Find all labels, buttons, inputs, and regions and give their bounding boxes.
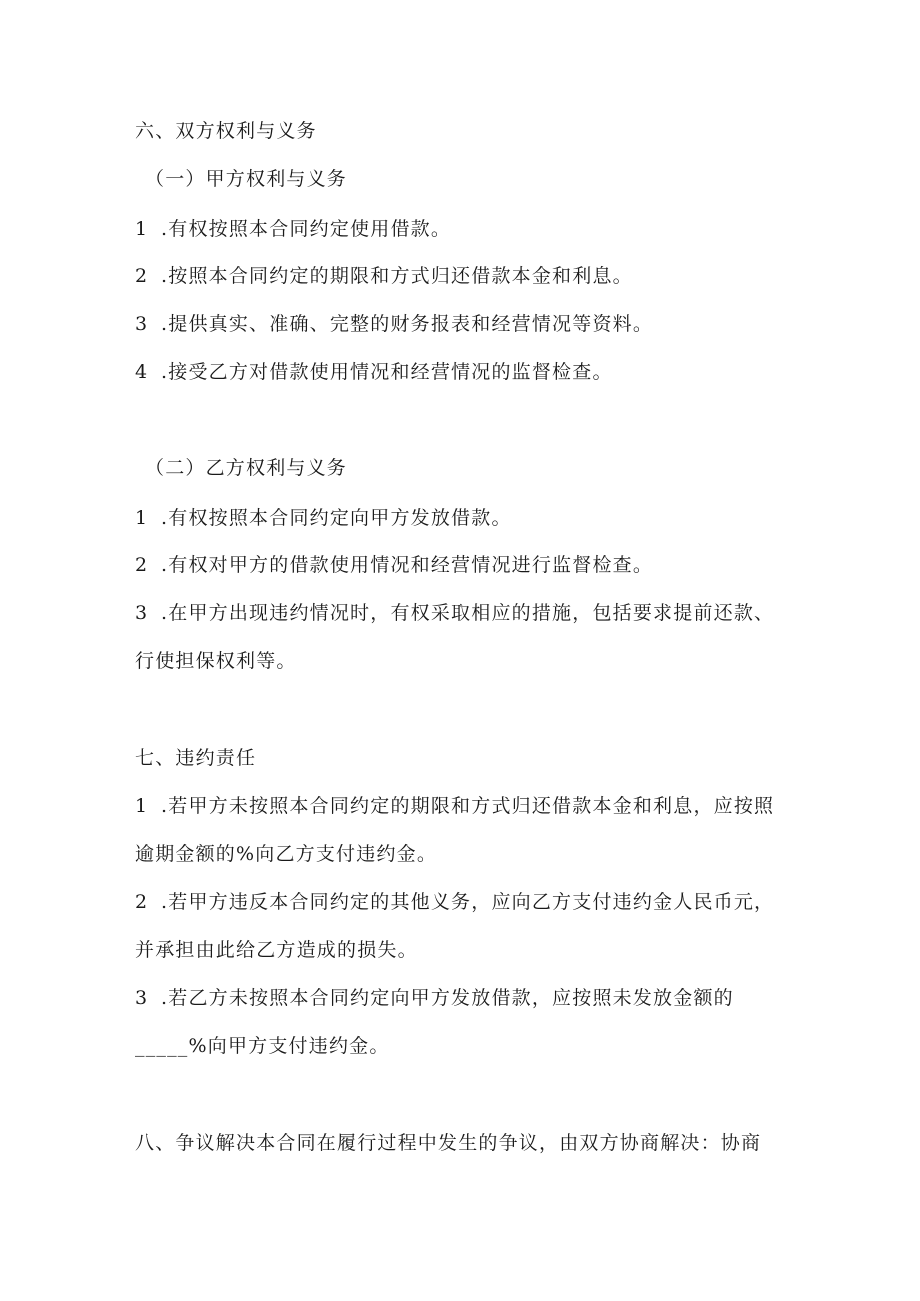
list-item-continuation: 逾期金额的%向乙方支付违约金。 (135, 843, 438, 865)
list-item (135, 985, 734, 1011)
item-number: 3 (135, 987, 149, 1009)
list-item-continuation: 行使担保权利等。 (135, 650, 297, 672)
item-text: .在甲方出现违约情况时，有权采取相应的措施，包括要求提前还款、 (161, 602, 775, 624)
subsection-b-heading: （二）乙方权利与义务 (145, 457, 348, 479)
item-number: 3 (135, 313, 149, 335)
item-text: .按照本合同约定的期限和方式归还借款本金和利息。 (161, 265, 633, 287)
item-number: 2 (135, 265, 149, 287)
list-item-continuation: _____%向甲方支付违约金。 (135, 1035, 390, 1057)
item-text: .有权按照本合同约定向甲方发放借款。 (161, 507, 512, 529)
list-item (135, 793, 774, 819)
list-item (135, 311, 653, 337)
item-text: .接受乙方对借款使用情况和经营情况的监督检查。 (161, 361, 613, 383)
item-text: .有权按照本合同约定使用借款。 (161, 218, 452, 240)
list-item (135, 216, 451, 242)
list-item-continuation: 并承担由此给乙方造成的损失。 (135, 939, 418, 961)
section-8-heading: 八、争议解决本合同在履行过程中发生的争议，由双方协商解决：协商 (135, 1132, 762, 1154)
item-number: 1 (135, 218, 149, 240)
item-text: .提供真实、准确、完整的财务报表和经营情况等资料。 (161, 313, 654, 335)
list-item (135, 600, 774, 626)
item-text: .若甲方未按照本合同约定的期限和方式归还借款本金和利息，应按照 (161, 795, 775, 817)
item-number: 2 (135, 554, 149, 576)
item-number: 1 (135, 795, 149, 817)
item-number: 4 (135, 361, 149, 383)
list-item (135, 263, 633, 289)
section-7-heading: 七、违约责任 (135, 747, 257, 769)
item-number: 3 (135, 602, 149, 624)
list-item (135, 552, 653, 578)
item-number: 2 (135, 891, 149, 913)
item-text: .若甲方违反本合同约定的其他义务，应向乙方支付违约金人民币元， (161, 891, 775, 913)
list-item (135, 359, 613, 385)
item-text: .有权对甲方的借款使用情况和经营情况进行监督检查。 (161, 554, 654, 576)
item-number: 1 (135, 507, 149, 529)
list-item (135, 505, 512, 531)
subsection-a-heading: （一）甲方权利与义务 (145, 168, 348, 190)
section-6-heading: 六、双方权利与义务 (135, 120, 317, 142)
list-item (135, 889, 774, 915)
item-text: .若乙方未按照本合同约定向甲方发放借款，应按照未发放金额的 (161, 987, 734, 1009)
